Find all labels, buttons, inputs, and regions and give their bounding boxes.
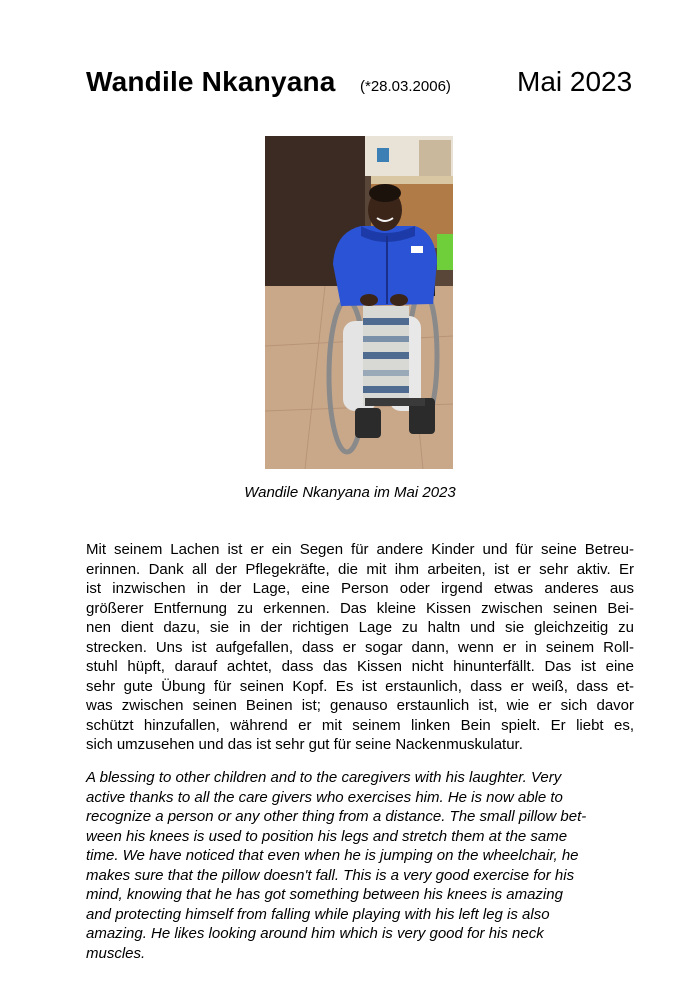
german-line: was zwischen seinen Beinen ist; genauso erstaunlich ist, wie er sich davor — [86, 697, 634, 714]
german-paragraph — [86, 540, 634, 755]
english-line: makes sure that the pillow doesn't fall. This is a very good exercise for his — [86, 866, 575, 884]
english-line: active thanks to all the care givers who exercises him. He is now able to — [86, 788, 563, 806]
german-line: nen dient dazu, sie in der richtigen Lage zu haltn und sie gleichzeitig zu — [86, 619, 634, 636]
english-line: ween his knees is used to position his legs and stretch them at the same — [86, 827, 568, 845]
birth-date: (*28.03.2006) — [360, 78, 451, 95]
german-line: sehr gute Übung für seinen Kopf. Es ist erstaunlich, dass er weiß, dass et- — [86, 677, 634, 695]
german-line: schützt hinzufallen, während er mit seinem linken Bein spielt. Er liebt es, — [86, 716, 634, 734]
report-date: Mai 2023 — [517, 66, 633, 97]
german-line: größerer Entfernung zu erkennen. Das kleine Kissen zwischen seinen Bei- — [86, 599, 634, 617]
english-line: mind, knowing that he has got something between his knees is amazing — [86, 886, 563, 903]
english-line: recognize a person or any other thing from a distance. The small pillow bet- — [86, 808, 587, 825]
german-line: strecken. Uns ist aufgefallen, dass er sogar dann, wenn er in seinem Roll- — [86, 638, 634, 656]
striped-pillow — [363, 306, 409, 406]
english-line: and protecting himself from falling while playing with his left leg is also — [86, 905, 550, 923]
german-line: stuhl hüpft, darauf achtet, dass das Kissen nicht hinunterfällt. Das ist eine — [86, 658, 634, 675]
german-line: sich umzusehen und das ist sehr gut für seine Nackenmuskulatur. — [86, 736, 523, 753]
english-line: muscles. — [86, 944, 146, 962]
german-line: ist inzwischen in der Lage, eine Person oder irgend etwas anderes aus — [86, 580, 634, 597]
person-name: Wandile Nkanyana — [86, 66, 336, 97]
photo-caption: Wandile Nkanyana im Mai 2023 — [244, 484, 456, 501]
portrait-photo — [265, 136, 453, 469]
german-line: Mit seinem Lachen ist er ein Segen für andere Kinder und für seine Betreu- — [86, 541, 634, 558]
english-line: amazing. He likes looking around him which is very good for his neck — [86, 925, 544, 942]
english-paragraph — [86, 768, 634, 963]
english-line: A blessing to other children and to the caregivers with his laughter. Very — [86, 769, 562, 786]
english-line: time. We have noticed that even when he is jumping on the wheelchair, he — [86, 847, 579, 864]
german-line: erinnen. Dank all der Pflegekräfte, die mit ihm arbeiten, ist er sehr aktiv. Er — [86, 560, 634, 578]
page-header — [86, 66, 646, 106]
